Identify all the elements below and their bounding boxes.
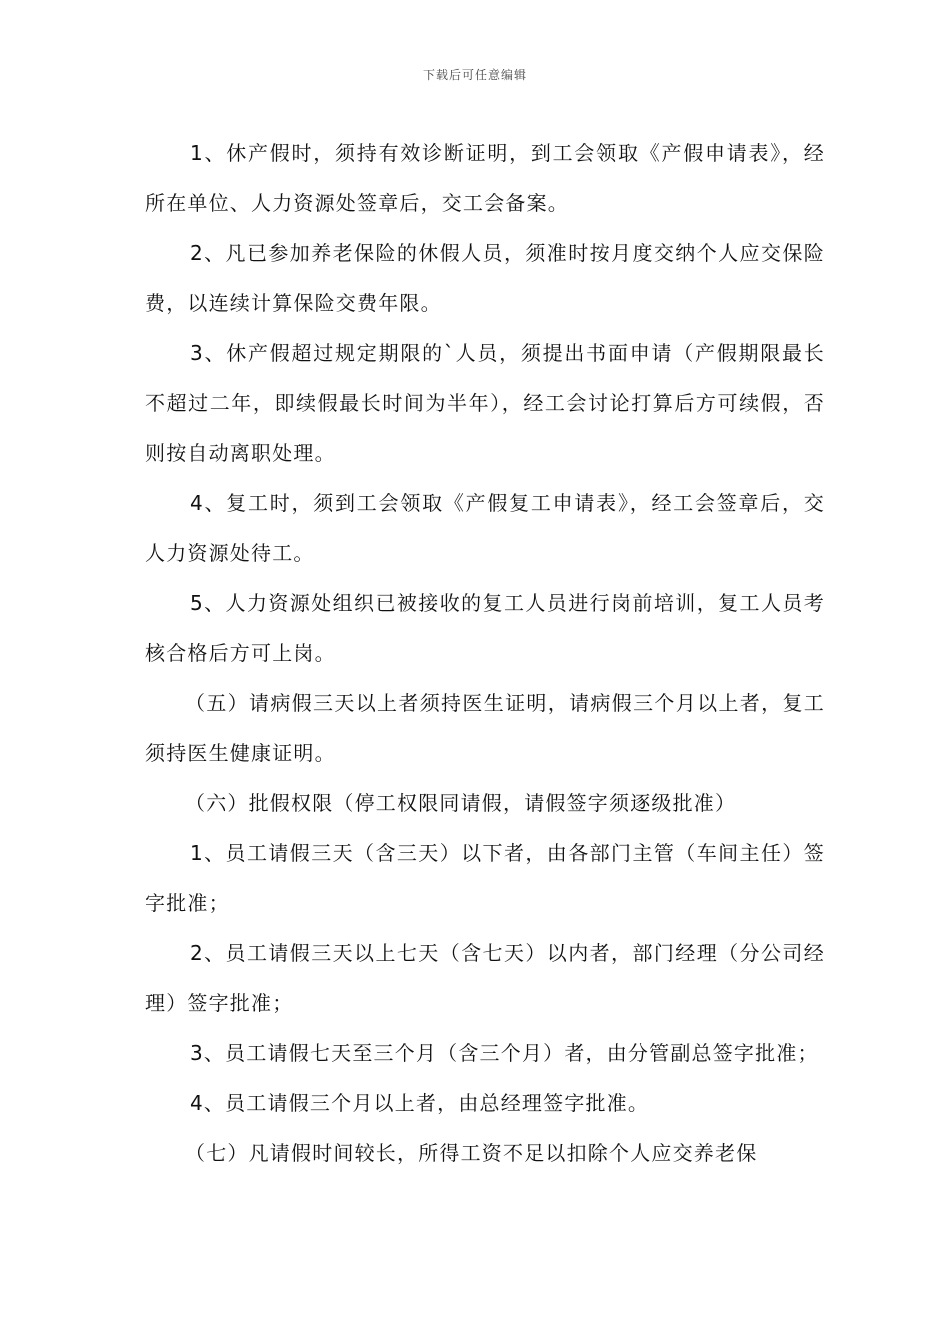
document-body bbox=[145, 128, 825, 1178]
paragraph-return-to-work: 4、复工时，须到工会领取《产假复工申请表》，经工会签章后，交人力资源处待工。 bbox=[145, 491, 825, 565]
paragraph-maternity-leave-application: 1、休产假时，须持有效诊断证明，到工会领取《产假申请表》，经所在单位、人力资源处签章后，交工会备案。 bbox=[145, 141, 825, 215]
paragraph-sick-leave: （五）请病假三天以上者须持医生证明，请病假三个月以上者，复工须持医生健康证明。 bbox=[145, 691, 825, 765]
paragraph-approval-level-1: 1、员工请假三天（含三天）以下者，由各部门主管（车间主任）签字批准； bbox=[145, 841, 825, 915]
paragraph-pension-insurance: 2、凡已参加养老保险的休假人员，须准时按月度交纳个人应交保险费，以连续计算保险交费年限。 bbox=[145, 241, 825, 315]
paragraph-pre-job-training: 5、人力资源处组织已被接收的复工人员进行岗前培训，复工人员考核合格后方可上岗。 bbox=[145, 591, 825, 665]
paragraph-long-leave-wages: （七）凡请假时间较长，所得工资不足以扣除个人应交养老保 bbox=[185, 1141, 758, 1165]
paragraph-approval-level-4: 4、员工请假三个月以上者，由总经理签字批准。 bbox=[190, 1091, 650, 1115]
page-header-note: 下载后可任意编辑 bbox=[422, 68, 527, 82]
paragraph-approval-level-2: 2、员工请假三天以上七天（含七天）以内者，部门经理（分公司经理）签字批准； bbox=[145, 941, 825, 1015]
paragraph-approval-level-3: 3、员工请假七天至三个月（含三个月）者，由分管副总签字批准； bbox=[190, 1041, 819, 1065]
paragraph-leave-extension: 3、休产假超过规定期限的`人员，须提出书面申请（产假期限最长不超过二年，即续假最长时间为半年），经工会讨论打算后方可续假，否则按自动离职处理。 bbox=[145, 341, 825, 465]
paragraph-approval-authority: （六）批假权限（停工权限同请假，请假签字须逐级批准） bbox=[185, 791, 737, 815]
